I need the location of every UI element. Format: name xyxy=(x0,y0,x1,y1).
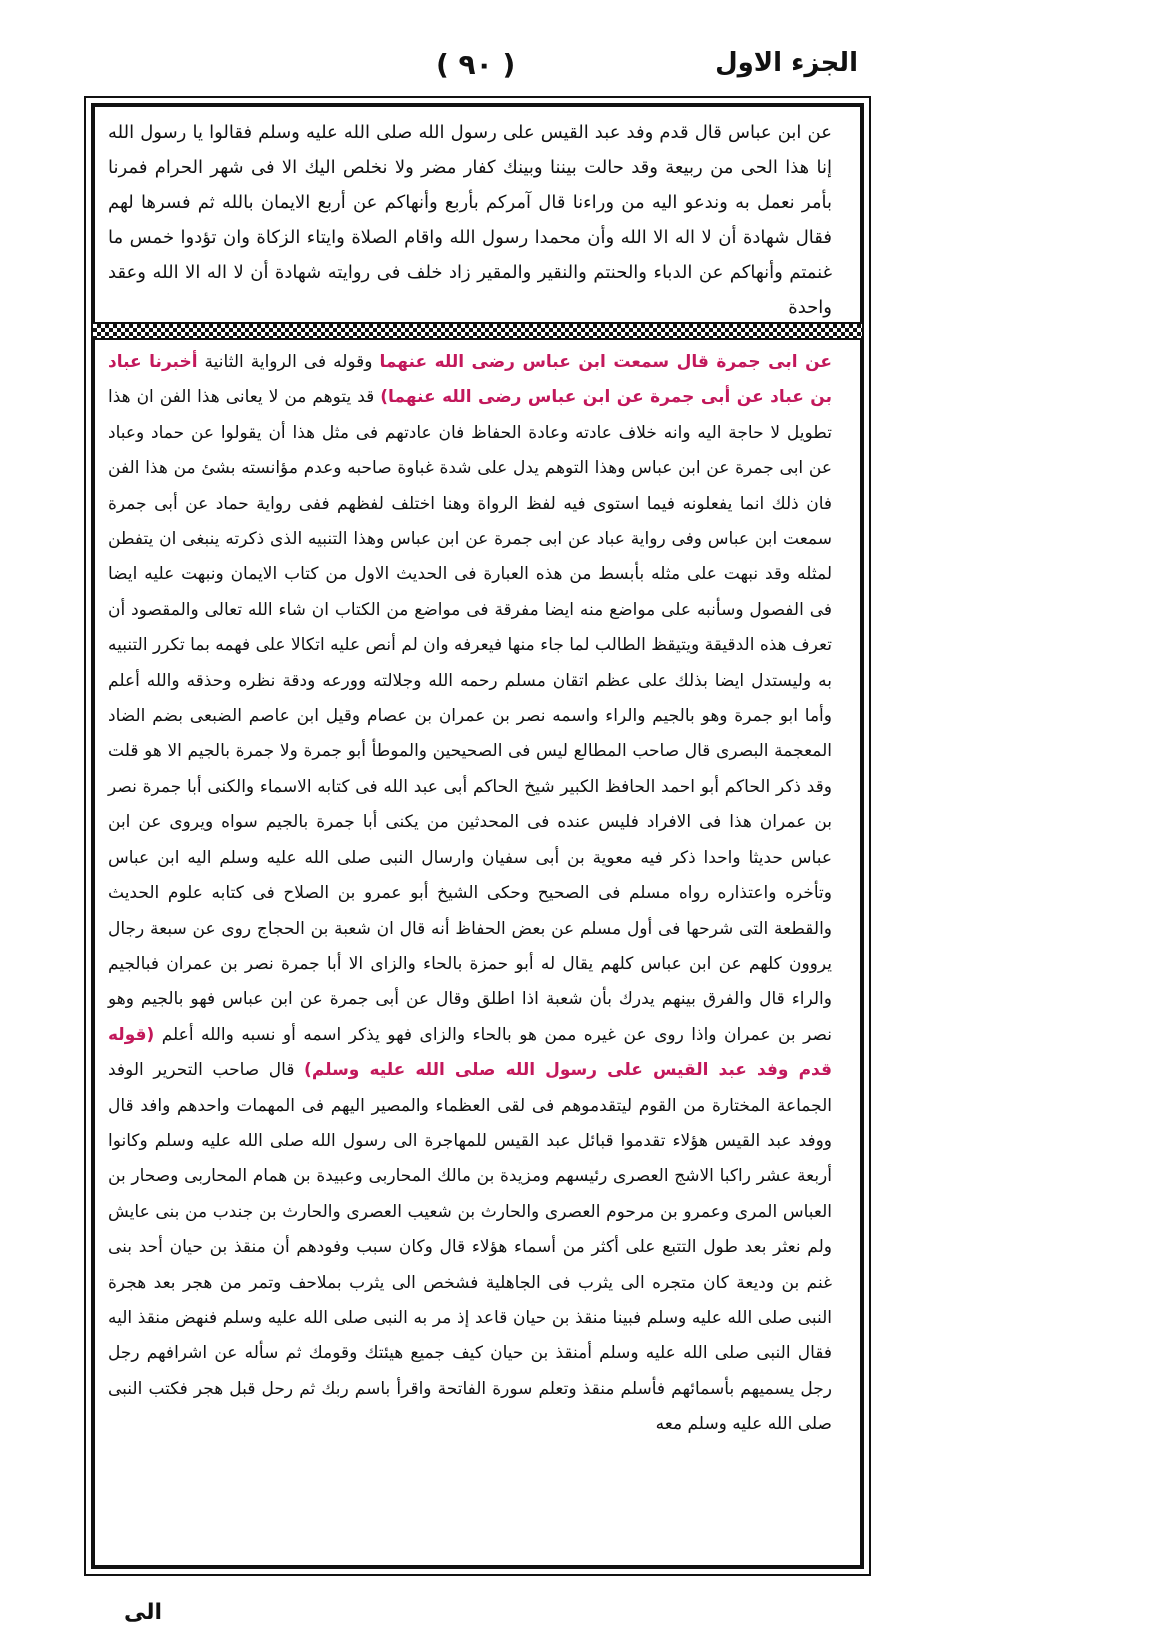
commentary-paragraph-2: قد يتوهم من لا يعانى هذا الفن ان هذا تطويل لا حاجة اليه وانه خلاف عادته وعادة الحفاظ فان عادتهم فى مثل هذا أن يقولوا عن حماد وعباد عن ابى جمرة عن ابن عباس وهذا التوهم يدل على شدة غباوة صاحبه وعدم مؤانسته بشئ من هذا الفن فان ذلك انما يفعلونه فيما استوى فيه لفظ الرواة وهنا اختلف لفظهم ففى رواية حماد عن أبى جمرة سمعت ابن عباس وفى رواية عباد عن ابى جمرة عن ابن عباس وهذا التنبيه الذى ذكرته ينبغى ان يتفطن لمثله وقد نبهت على مثله بأبسط من هذه العبارة فى الحديث الاول من كتاب الايمان ونبهت عليه ايضا فى الفصول وسأنبه على مواضع منه ايضا مفرقة فى مواضع من الكتاب ان شاء الله تعالى والمقصود أن تعرف هذه الدقيقة ويتيقظ الطالب لما جاء منها فيعرفه وان لم أنص عليه اتكالا على فهمه بما تكرر التنبيه به وليستدل ايضا بذلك على عظم اتقان مسلم رحمه الله وجلالته وورعه ودقة نظره وحذقه والله أعلم وأما ابو جمرة وهو بالجيم والراء واسمه نصر بن عمران بن عصام وقيل ابن عاصم الضبعى بضم الضاد المعجمة البصرى قال صاحب المطالع ليس فى الصحيحين والموطأ أبو جمرة ولا جمرة بالجيم الا هو قلت وقد ذكر الحاكم أبو احمد الحافظ الكبير شيخ الحاكم أبى عبد الله فى كتابه الاسماء والكنى أبا جمرة نصر بن عمران هذا فى الافراد فليس عنده فى المحدثين من يكنى أبا جمرة بالجيم سواه ويروى عن ابن عباس حديثا واحدا ذكر فيه معوية بن أبى سفيان وارسال النبى صلى الله عليه وسلم اليه ابن عباس وتأخره واعتذاره رواه مسلم فى الصحيح وحكى الشيخ أبو عمرو بن الصلاح فى كتابه علوم الحديث والقطعة التى شرحها فى أول مسلم عن بعض الحفاظ أنه قال ان شعبة بن الحجاج روى عن سبعة رجال يروون كلهم عن ابن عباس كلهم يقال له أبو حمزة بالحاء والزاى الا أبا جمرة نصر بن عمران فبالجيم والراء قال والفرق بينهم يدرك بأن شعبة اذا اطلق وقال عن أبى جمرة عن ابن عباس فهو بالجيم وهو نصر بن عمران واذا روى عن غيره ممن هو بالحاء والزاى فهو يذكر اسمه أو نسبه والله أعلم xyxy=(108,387,832,1045)
commentary-heading-3: (قوله قدم وفد عبد القيس على رسول الله صلى الله عليه وسلم) xyxy=(108,1024,832,1081)
page-number: ( ٩٠ ) xyxy=(436,48,516,81)
commentary-paragraph-1: وقوله فى الرواية الثانية xyxy=(197,352,380,372)
hadith-text: عن ابن عباس قال قدم وفد عبد القيس على رسول الله صلى الله عليه وسلم فقالوا يا رسول الله إنا هذا الحى من ربيعة وقد حالت بيننا وبينك كفار مضر ولا نخلص اليك الا فى شهر الحرام فمرنا بأمر نعمل به وندعو اليه من وراءنا قال آمركم بأربع وأنهاكم عن أربع الايمان بالله ثم فسرها لهم فقال شهادة أن لا اله الا الله وأن محمدا رسول الله واقام الصلاة وايتاء الزكاة وان تؤدوا خمس ما غنمتم وأنهاكم عن الدباء والحنتم والنقير والمقير زاد خلف فى روايته شهادة أن لا اله الا الله وعقد واحدة xyxy=(108,122,832,318)
commentary-heading-2: أخبرنا عباد بن عباد عن أبى جمرة عن ابن عباس رضى الله عنهما) xyxy=(108,352,832,408)
page-header xyxy=(0,48,1158,94)
catchword: الى xyxy=(124,1600,163,1625)
commentary-heading-1: عن ابى جمرة قال سمعت ابن عباس رضى الله عنهما xyxy=(379,352,832,372)
commentary-paragraph-3: قال صاحب التحرير الوفد الجماعة المختارة من القوم ليتقدموهم فى لقى العظماء والمصير اليهم فى المهمات واحدهم وافد قال ووفد عبد القيس هؤلاء تقدموا قبائل عبد القيس للمهاجرة الى رسول الله صلى الله عليه وسلم وكانوا أربعة عشر راكبا الاشج العصرى رئيسهم ومزيدة بن مالك المحاربى وعبيدة بن همام المحاربى وصحار بن العباس المرى وعمرو بن مرحوم العصرى والحارث بن شعيب العصرى والحارث بن جندب من بنى عايش ولم نعثر بعد طول التتبع على أكثر من أسماء هؤلاء قال وكان سبب وفودهم أن منقذ بن حيان أحد بنى غنم بن وديعة كان متجره الى يثرب فى الجاهلية فشخص الى يثرب بملاحف وتمر من هجر بعد هجرة النبى صلى الله عليه وسلم فبينا منقذ بن حيان قاعد إذ مر به النبى صلى الله عليه وسلم فنهض منقذ اليه فقال النبى صلى الله عليه وسلم أمنقذ بن حيان كيف جميع هيئتك وقومك ثم سأله عن اشرافهم رجل رجل يسميهم بأسمائهم فأسلم منقذ وتعلم سورة الفاتحة واقرأ باسم ربك ثم رحل قبل هجر فكتب النبى صلى الله عليه وسلم معه xyxy=(108,1060,832,1435)
checkered-divider xyxy=(93,322,862,340)
volume-title: الجزء الاول xyxy=(715,48,858,78)
commentary-text xyxy=(108,345,832,1566)
